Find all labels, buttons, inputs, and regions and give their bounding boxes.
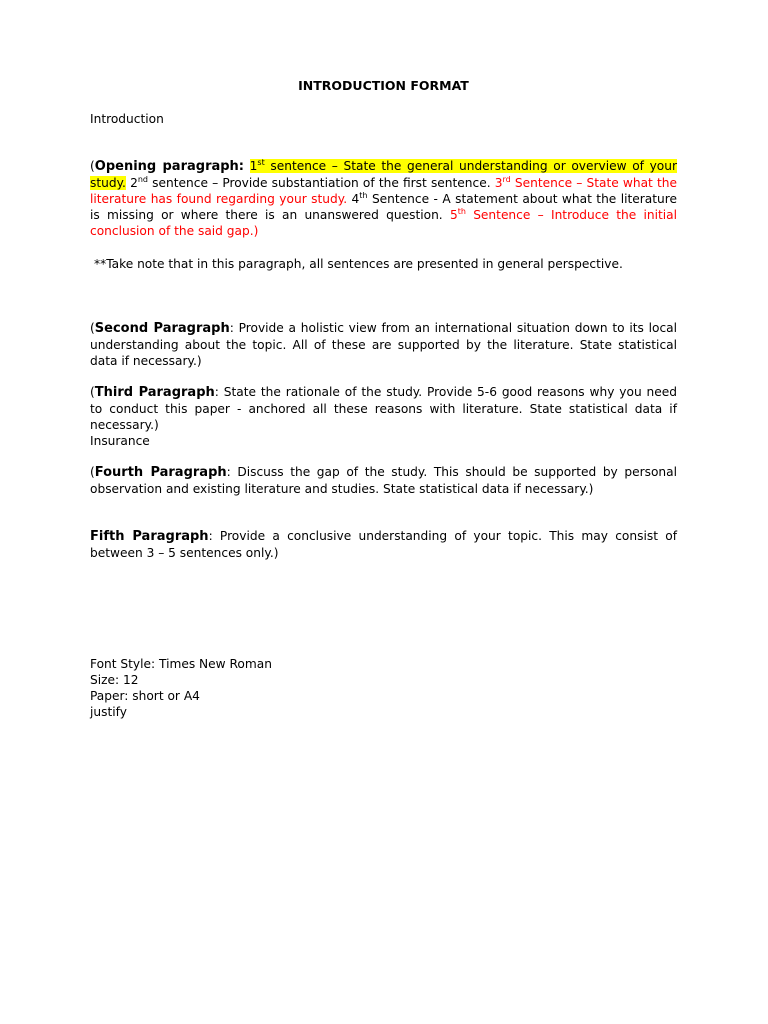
fourth-paragraph [90,464,677,497]
sentence-5-sup: th [457,207,466,216]
sentence-4-num: 4 [351,192,360,206]
sentence-5-num: 5 [449,208,458,222]
sentence-5-text: Sentence – Introduce the initial conclusion of the said gap.) [90,208,677,238]
sentence-3-num: 3 [494,176,503,190]
sentence-1-sup: st [257,158,265,167]
third-extra: Insurance [90,434,150,448]
fifth-text: : Provide a conclusive understanding of your topic. This may consist of between 3 – 5 sentences only.) [90,529,677,560]
sentence-1-num: 1 [249,159,258,173]
fourth-text: : Discuss the gap of the study. This should be supported by personal observation and existing literature and studies. State statistical data if necessary.) [90,465,677,496]
fourth-paren: ( [90,465,95,479]
sentence-1-text: sentence – State the general understanding or overview of your study. [90,159,677,190]
fourth-label: Fourth Paragraph [94,465,227,480]
format-specs [90,656,272,720]
fifth-paragraph [90,528,677,561]
second-label: Second Paragraph [94,321,230,336]
take-note: **Take note that in this paragraph, all sentences are presented in general perspective. [94,257,623,271]
sentence-2-num: 2 [130,176,138,190]
paper-spec: Paper: short or A4 [90,689,200,703]
sentence-2-sup: nd [137,175,149,184]
third-paragraph [90,384,677,449]
alignment-spec: justify [90,705,127,719]
sentence-3-text: Sentence – State what the literature has found regarding your study. [90,176,677,206]
section-heading: Introduction [90,112,164,126]
second-paren: ( [90,321,95,335]
sentence-4-sup: th [359,191,368,200]
document-title: INTRODUCTION FORMAT [298,78,469,93]
size-spec: Size: 12 [90,673,139,687]
second-paragraph [90,320,677,369]
opening-paren: ( [90,159,95,173]
fifth-label: Fifth Paragraph [90,529,209,544]
third-label: Third Paragraph [94,385,215,400]
opening-label: Opening paragraph: [94,159,245,174]
opening-paragraph [90,158,677,239]
sentence-4-text: Sentence - A statement about what the literature is missing or where there is an unanswered question. [90,192,678,222]
second-text: : Provide a holistic view from an international situation down to its local understanding about the topic. All of these are supported by the literature. State statistical data if necessary.) [90,321,678,368]
third-text: : State the rationale of the study. Provide 5-6 good reasons why you need to conduct this paper - anchored all these reasons with literature. State statistical data if necessary.) [90,385,677,432]
sentence-3-sup: rd [502,175,511,184]
third-paren: ( [90,385,95,399]
sentence-2-text: sentence – Provide substantiation of the first sentence. [148,176,491,190]
font-style-spec: Font Style: Times New Roman [90,657,272,671]
